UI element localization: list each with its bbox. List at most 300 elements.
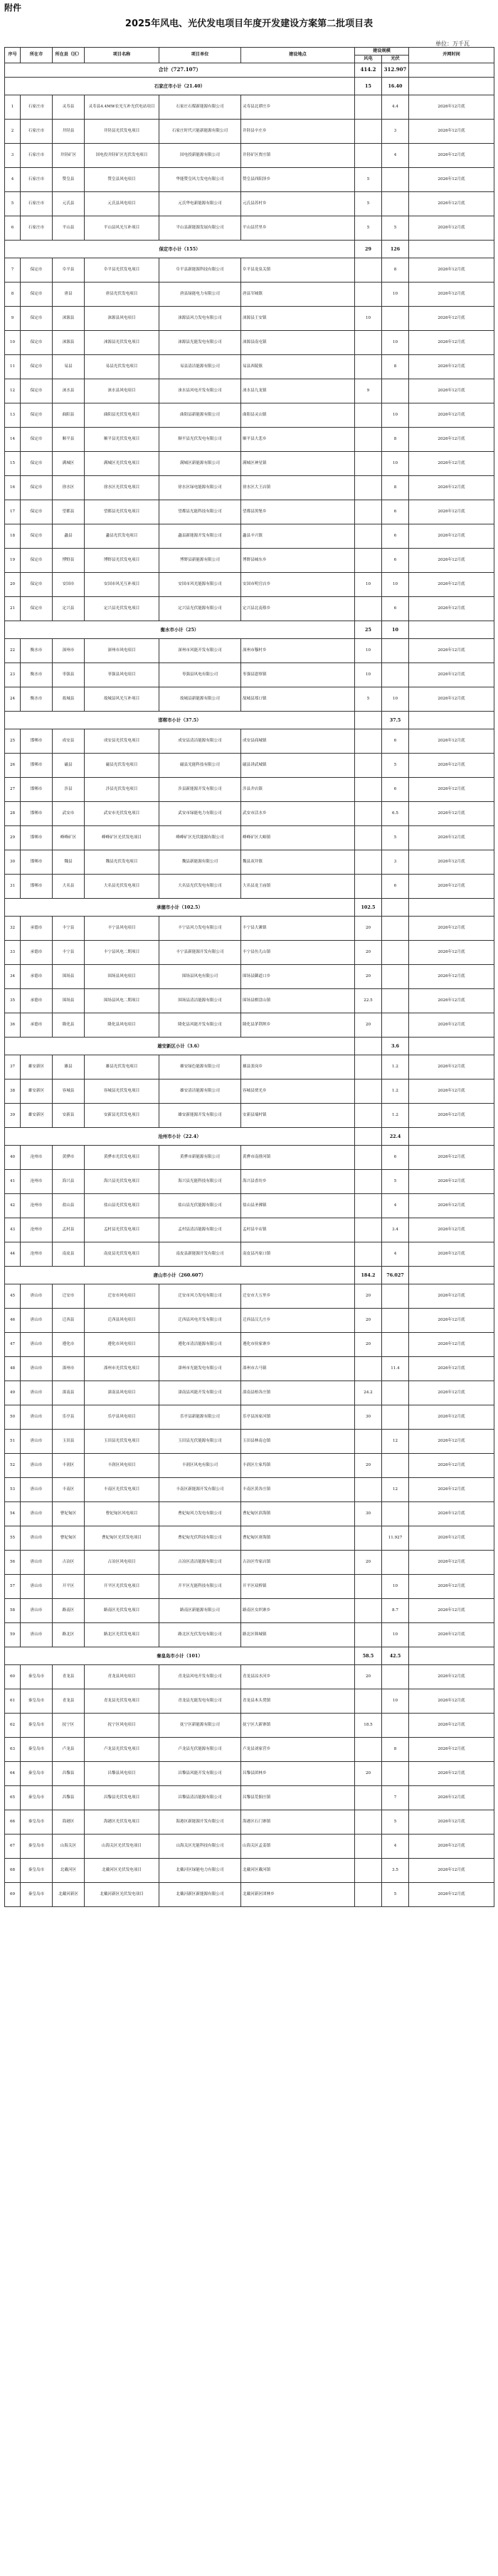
cell-wind bbox=[355, 1882, 382, 1906]
cell-wind bbox=[355, 143, 382, 167]
cell-solar: 10 bbox=[382, 1622, 409, 1647]
cell-time: 2026年12月底 bbox=[409, 1574, 494, 1598]
subtotal-row bbox=[5, 1266, 494, 1284]
cell-city: 石家庄市 bbox=[21, 95, 53, 119]
cell-county: 易县 bbox=[53, 354, 85, 379]
cell-county: 昌黎县 bbox=[53, 1761, 85, 1785]
cell-site: 迁安市大五里乡 bbox=[241, 1284, 355, 1308]
cell-no: 18 bbox=[5, 524, 21, 548]
cell-time: 2026年12月底 bbox=[409, 1810, 494, 1834]
cell-owner: 路南区新能源有限公司 bbox=[159, 1598, 241, 1622]
cell-owner: 易县清洁能源有限公司 bbox=[159, 354, 241, 379]
cell-site: 海港区石门寨镇 bbox=[241, 1810, 355, 1834]
cell-name: 滦南县风电项目 bbox=[85, 1381, 159, 1405]
cell-time: 2026年12月底 bbox=[409, 1689, 494, 1713]
table-row bbox=[5, 1477, 494, 1501]
cell-wind: 9 bbox=[355, 379, 382, 403]
subtotal-empty bbox=[409, 240, 494, 258]
cell-no: 67 bbox=[5, 1834, 21, 1858]
cell-name: 容城县光伏发电项目 bbox=[85, 1079, 159, 1103]
cell-wind bbox=[355, 427, 382, 451]
cell-site: 青龙县凉水河乡 bbox=[241, 1664, 355, 1689]
table-row bbox=[5, 1284, 494, 1308]
cell-wind: 5 bbox=[355, 687, 382, 711]
cell-site: 涞源县王安镇 bbox=[241, 306, 355, 330]
cell-county: 平山县 bbox=[53, 216, 85, 240]
table-row bbox=[5, 1858, 494, 1882]
subtotal-solar: 16.40 bbox=[382, 77, 409, 95]
subtotal-wind: 58.5 bbox=[355, 1647, 382, 1664]
cell-time: 2026年12月底 bbox=[409, 1145, 494, 1169]
cell-solar: 6 bbox=[382, 500, 409, 524]
cell-owner: 定兴县光伏能源有限公司 bbox=[159, 596, 241, 621]
cell-no: 9 bbox=[5, 306, 21, 330]
cell-site: 徐水区大王店镇 bbox=[241, 475, 355, 500]
cell-owner: 唐县绿能电力有限公司 bbox=[159, 282, 241, 306]
cell-no: 39 bbox=[5, 1103, 21, 1127]
cell-solar: 8 bbox=[382, 354, 409, 379]
cell-county: 唐县 bbox=[53, 282, 85, 306]
cell-city: 邯郸市 bbox=[21, 801, 53, 825]
cell-site: 涞水县九龙镇 bbox=[241, 379, 355, 403]
table-row bbox=[5, 964, 494, 988]
cell-owner: 石家庄时代兴能新能源有限公司 bbox=[159, 119, 241, 143]
cell-owner: 遵化市清洁能源有限公司 bbox=[159, 1332, 241, 1356]
cell-wind bbox=[355, 1429, 382, 1453]
cell-name: 抚宁区风电项目 bbox=[85, 1713, 159, 1737]
cell-wind bbox=[355, 850, 382, 874]
cell-wind bbox=[355, 500, 382, 524]
cell-time: 2026年12月底 bbox=[409, 1242, 494, 1266]
cell-city: 保定市 bbox=[21, 354, 53, 379]
cell-solar bbox=[382, 1550, 409, 1574]
table-row bbox=[5, 1356, 494, 1381]
cell-solar: 6 bbox=[382, 1145, 409, 1169]
cell-site: 海兴县香坊乡 bbox=[241, 1169, 355, 1193]
cell-time: 2026年12月底 bbox=[409, 306, 494, 330]
cell-site: 涞源县南屯镇 bbox=[241, 330, 355, 354]
cell-name: 涉县光伏发电项目 bbox=[85, 777, 159, 801]
table-row bbox=[5, 850, 494, 874]
cell-name: 隆化县风电项目 bbox=[85, 1013, 159, 1037]
cell-city: 唐山市 bbox=[21, 1526, 53, 1550]
cell-site: 元氏县苏村乡 bbox=[241, 191, 355, 216]
table-row bbox=[5, 475, 494, 500]
cell-solar: 10 bbox=[382, 687, 409, 711]
subtotal-row bbox=[5, 621, 494, 638]
cell-solar bbox=[382, 940, 409, 964]
cell-site: 深州市穆村乡 bbox=[241, 638, 355, 663]
cell-wind bbox=[355, 1574, 382, 1598]
cell-name: 深州市风电项目 bbox=[85, 638, 159, 663]
cell-wind: 24.2 bbox=[355, 1381, 382, 1405]
cell-city: 衡水市 bbox=[21, 663, 53, 687]
subtotal-empty bbox=[409, 1127, 494, 1145]
cell-name: 丰宁县风电二期项目 bbox=[85, 940, 159, 964]
cell-city: 保定市 bbox=[21, 379, 53, 403]
subtotal-wind: 184.2 bbox=[355, 1266, 382, 1284]
cell-time: 2026年12月底 bbox=[409, 1664, 494, 1689]
cell-owner: 迁西县风电开发有限公司 bbox=[159, 1308, 241, 1332]
subtotal-label: 保定市小计（155） bbox=[5, 240, 355, 258]
cell-wind: 20 bbox=[355, 964, 382, 988]
cell-site: 山海关区孟姜镇 bbox=[241, 1834, 355, 1858]
cell-solar bbox=[382, 379, 409, 403]
cell-county: 丰宁县 bbox=[53, 916, 85, 940]
cell-owner: 涉县新能源开发有限公司 bbox=[159, 777, 241, 801]
cell-time: 2026年12月底 bbox=[409, 850, 494, 874]
cell-no: 54 bbox=[5, 1501, 21, 1526]
cell-owner: 海港区新能源开发有限公司 bbox=[159, 1810, 241, 1834]
table-row bbox=[5, 988, 494, 1013]
subtotal-label: 衡水市小计（25） bbox=[5, 621, 355, 638]
cell-owner: 昌黎县清洁能源有限公司 bbox=[159, 1785, 241, 1810]
cell-time: 2026年12月底 bbox=[409, 451, 494, 475]
cell-wind: 10 bbox=[355, 663, 382, 687]
cell-site: 盐山县圣佛镇 bbox=[241, 1193, 355, 1218]
cell-city: 秦皇岛市 bbox=[21, 1737, 53, 1761]
cell-county: 盐山县 bbox=[53, 1193, 85, 1218]
cell-time: 2026年12月底 bbox=[409, 524, 494, 548]
cell-city: 唐山市 bbox=[21, 1429, 53, 1453]
cell-site: 满城区神星镇 bbox=[241, 451, 355, 475]
cell-owner: 围场县清洁能源有限公司 bbox=[159, 988, 241, 1013]
cell-time: 2026年12月底 bbox=[409, 729, 494, 753]
cell-solar: 6 bbox=[382, 777, 409, 801]
cell-no: 40 bbox=[5, 1145, 21, 1169]
cell-owner: 安国市风光能源有限公司 bbox=[159, 572, 241, 596]
cell-owner: 故城县新能源有限公司 bbox=[159, 687, 241, 711]
cell-no: 63 bbox=[5, 1737, 21, 1761]
subtotal-solar: 22.4 bbox=[382, 1127, 409, 1145]
cell-wind bbox=[355, 451, 382, 475]
table-row bbox=[5, 1242, 494, 1266]
cell-solar: 8 bbox=[382, 258, 409, 282]
cell-solar bbox=[382, 1761, 409, 1785]
cell-wind bbox=[355, 777, 382, 801]
cell-no: 19 bbox=[5, 548, 21, 572]
col-county: 所在县（区） bbox=[53, 48, 85, 63]
cell-name: 望都县光伏发电项目 bbox=[85, 500, 159, 524]
cell-name: 昌黎县风电项目 bbox=[85, 1761, 159, 1785]
cell-time: 2026年12月底 bbox=[409, 1055, 494, 1079]
cell-county: 玉田县 bbox=[53, 1429, 85, 1453]
cell-wind bbox=[355, 1103, 382, 1127]
cell-time: 2026年12月底 bbox=[409, 1761, 494, 1785]
cell-site: 定兴县北南蔡乡 bbox=[241, 596, 355, 621]
cell-time: 2026年12月底 bbox=[409, 988, 494, 1013]
cell-site: 平山县营里乡 bbox=[241, 216, 355, 240]
table-row bbox=[5, 596, 494, 621]
cell-no: 41 bbox=[5, 1169, 21, 1193]
cell-city: 保定市 bbox=[21, 451, 53, 475]
cell-owner: 卢龙县光伏能源有限公司 bbox=[159, 1737, 241, 1761]
cell-wind: 5 bbox=[355, 191, 382, 216]
cell-site: 灵寿县北谭庄乡 bbox=[241, 95, 355, 119]
cell-county: 昌黎县 bbox=[53, 1785, 85, 1810]
cell-solar: 1.2 bbox=[382, 1103, 409, 1127]
cell-city: 衡水市 bbox=[21, 687, 53, 711]
cell-city: 保定市 bbox=[21, 258, 53, 282]
cell-county: 井陉县 bbox=[53, 119, 85, 143]
cell-name: 卢龙县光伏发电项目 bbox=[85, 1737, 159, 1761]
cell-city: 承德市 bbox=[21, 916, 53, 940]
cell-no: 23 bbox=[5, 663, 21, 687]
col-owner: 项目单位 bbox=[159, 48, 241, 63]
subtotal-row bbox=[5, 240, 494, 258]
subtotal-solar: 10 bbox=[382, 621, 409, 638]
cell-site: 大名县龙王庙镇 bbox=[241, 874, 355, 898]
subtotal-wind: 25 bbox=[355, 621, 382, 638]
cell-no: 20 bbox=[5, 572, 21, 596]
cell-city: 唐山市 bbox=[21, 1622, 53, 1647]
cell-site: 峰峰矿区大峪镇 bbox=[241, 825, 355, 850]
cell-site: 抚宁区大新寨镇 bbox=[241, 1713, 355, 1737]
cell-time: 2026年12月底 bbox=[409, 753, 494, 777]
cell-owner: 昌黎县风能开发有限公司 bbox=[159, 1761, 241, 1785]
cell-time: 2026年12月底 bbox=[409, 1332, 494, 1356]
cell-name: 围场县风电二期项目 bbox=[85, 988, 159, 1013]
cell-solar: 6 bbox=[382, 729, 409, 753]
cell-name: 易县光伏发电项目 bbox=[85, 354, 159, 379]
grand-total-empty bbox=[409, 63, 494, 77]
cell-wind bbox=[355, 1055, 382, 1079]
table-row bbox=[5, 916, 494, 940]
table-row bbox=[5, 1429, 494, 1453]
table-row bbox=[5, 638, 494, 663]
cell-time: 2026年12月底 bbox=[409, 964, 494, 988]
cell-wind: 18.5 bbox=[355, 1713, 382, 1737]
cell-owner: 磁县光能科技有限公司 bbox=[159, 753, 241, 777]
cell-no: 61 bbox=[5, 1689, 21, 1713]
cell-time: 2026年12月底 bbox=[409, 403, 494, 427]
cell-wind bbox=[355, 1526, 382, 1550]
cell-time: 2026年12月底 bbox=[409, 596, 494, 621]
cell-no: 10 bbox=[5, 330, 21, 354]
cell-wind bbox=[355, 1622, 382, 1647]
cell-county: 深州市 bbox=[53, 638, 85, 663]
cell-site: 滦州市古马镇 bbox=[241, 1356, 355, 1381]
table-row bbox=[5, 777, 494, 801]
cell-wind: 20 bbox=[355, 1308, 382, 1332]
table-row bbox=[5, 1785, 494, 1810]
cell-no: 60 bbox=[5, 1664, 21, 1689]
cell-site: 北戴河区戴河镇 bbox=[241, 1858, 355, 1882]
cell-name: 北戴河区光伏发电项目 bbox=[85, 1858, 159, 1882]
cell-solar bbox=[382, 1713, 409, 1737]
cell-owner: 雄安新能源开发有限公司 bbox=[159, 1103, 241, 1127]
subtotal-row bbox=[5, 1647, 494, 1664]
subtotal-label: 承德市小计（102.5） bbox=[5, 898, 355, 916]
cell-solar: 5 bbox=[382, 1169, 409, 1193]
cell-solar bbox=[382, 191, 409, 216]
cell-solar bbox=[382, 663, 409, 687]
cell-site: 滦南县柏各庄镇 bbox=[241, 1381, 355, 1405]
cell-no: 47 bbox=[5, 1332, 21, 1356]
cell-no: 45 bbox=[5, 1284, 21, 1308]
cell-wind bbox=[355, 1079, 382, 1103]
cell-no: 58 bbox=[5, 1598, 21, 1622]
cell-no: 51 bbox=[5, 1429, 21, 1453]
cell-city: 邯郸市 bbox=[21, 729, 53, 753]
cell-city: 雄安新区 bbox=[21, 1055, 53, 1079]
cell-owner: 海兴县光能科技有限公司 bbox=[159, 1169, 241, 1193]
cell-name: 海兴县光伏发电项目 bbox=[85, 1169, 159, 1193]
cell-name: 南皮县光伏发电项目 bbox=[85, 1242, 159, 1266]
cell-site: 古冶区卑家店镇 bbox=[241, 1550, 355, 1574]
col-site: 建设地点 bbox=[241, 48, 355, 63]
cell-no: 11 bbox=[5, 354, 21, 379]
cell-city: 衡水市 bbox=[21, 638, 53, 663]
cell-county: 青龙县 bbox=[53, 1664, 85, 1689]
cell-city: 唐山市 bbox=[21, 1501, 53, 1526]
cell-owner: 古冶区清洁能源有限公司 bbox=[159, 1550, 241, 1574]
cell-name: 安国市风光互补项目 bbox=[85, 572, 159, 596]
table-row bbox=[5, 330, 494, 354]
cell-time: 2026年12月底 bbox=[409, 1501, 494, 1526]
cell-site: 曹妃甸区唐海镇 bbox=[241, 1526, 355, 1550]
cell-solar: 8.7 bbox=[382, 1598, 409, 1622]
cell-time: 2026年12月底 bbox=[409, 1526, 494, 1550]
cell-county: 卢龙县 bbox=[53, 1737, 85, 1761]
cell-city: 保定市 bbox=[21, 330, 53, 354]
cell-time: 2026年12月底 bbox=[409, 1193, 494, 1218]
cell-time: 2026年12月底 bbox=[409, 354, 494, 379]
cell-county: 曹妃甸区 bbox=[53, 1501, 85, 1526]
cell-owner: 涞源县光能发电有限公司 bbox=[159, 330, 241, 354]
subtotal-label: 石家庄市小计（21.40） bbox=[5, 77, 355, 95]
subtotal-wind: 102.5 bbox=[355, 898, 382, 916]
cell-time: 2026年12月底 bbox=[409, 687, 494, 711]
cell-solar: 4 bbox=[382, 1242, 409, 1266]
table-row bbox=[5, 258, 494, 282]
cell-time: 2026年12月底 bbox=[409, 500, 494, 524]
cell-city: 唐山市 bbox=[21, 1381, 53, 1405]
table-row bbox=[5, 548, 494, 572]
cell-wind bbox=[355, 1858, 382, 1882]
cell-name: 曹妃甸区风电项目 bbox=[85, 1501, 159, 1526]
table-row bbox=[5, 1332, 494, 1356]
col-city: 所在市 bbox=[21, 48, 53, 63]
cell-city: 秦皇岛市 bbox=[21, 1785, 53, 1810]
cell-time: 2026年12月底 bbox=[409, 638, 494, 663]
subtotal-label: 秦皇岛市小计（101） bbox=[5, 1647, 355, 1664]
cell-solar: 10 bbox=[382, 1689, 409, 1713]
cell-county: 徐水区 bbox=[53, 475, 85, 500]
cell-wind bbox=[355, 1834, 382, 1858]
cell-time: 2026年12月底 bbox=[409, 475, 494, 500]
cell-site: 阜平县龙泉关镇 bbox=[241, 258, 355, 282]
cell-solar: 1.2 bbox=[382, 1055, 409, 1079]
cell-solar bbox=[382, 916, 409, 940]
cell-solar: 11.4 bbox=[382, 1356, 409, 1381]
table-row bbox=[5, 1689, 494, 1713]
cell-city: 承德市 bbox=[21, 940, 53, 964]
cell-site: 井陉矿区贾庄镇 bbox=[241, 143, 355, 167]
cell-time: 2026年12月底 bbox=[409, 1882, 494, 1906]
cell-wind bbox=[355, 330, 382, 354]
cell-county: 路南区 bbox=[53, 1598, 85, 1622]
cell-owner: 涞水县风电开发有限公司 bbox=[159, 379, 241, 403]
cell-wind bbox=[355, 282, 382, 306]
subtotal-empty bbox=[409, 1647, 494, 1664]
cell-solar bbox=[382, 964, 409, 988]
cell-county: 路北区 bbox=[53, 1622, 85, 1647]
subtotal-solar: 76.027 bbox=[382, 1266, 409, 1284]
cell-county: 开平区 bbox=[53, 1574, 85, 1598]
cell-site: 顺平县大悲乡 bbox=[241, 427, 355, 451]
cell-wind bbox=[355, 548, 382, 572]
cell-wind bbox=[355, 1193, 382, 1218]
subtotal-solar: 42.5 bbox=[382, 1647, 409, 1664]
cell-no: 55 bbox=[5, 1526, 21, 1550]
cell-wind bbox=[355, 1737, 382, 1761]
cell-solar: 8 bbox=[382, 475, 409, 500]
cell-name: 平山县风光互补项目 bbox=[85, 216, 159, 240]
cell-solar: 10 bbox=[382, 1574, 409, 1598]
cell-solar bbox=[382, 988, 409, 1013]
cell-owner: 曹妃甸光伏科技有限公司 bbox=[159, 1526, 241, 1550]
cell-time: 2026年12月底 bbox=[409, 1218, 494, 1242]
cell-name: 顺平县光伏发电项目 bbox=[85, 427, 159, 451]
cell-county: 雄县 bbox=[53, 1055, 85, 1079]
cell-time: 2026年12月底 bbox=[409, 330, 494, 354]
table-row bbox=[5, 191, 494, 216]
cell-solar: 10 bbox=[382, 403, 409, 427]
cell-time: 2026年12月底 bbox=[409, 1308, 494, 1332]
table-row bbox=[5, 500, 494, 524]
subtotal-wind bbox=[355, 1127, 382, 1145]
table-row bbox=[5, 940, 494, 964]
subtotal-solar: 126 bbox=[382, 240, 409, 258]
table-row bbox=[5, 379, 494, 403]
cell-city: 保定市 bbox=[21, 475, 53, 500]
cell-county: 阜平县 bbox=[53, 258, 85, 282]
cell-wind bbox=[355, 258, 382, 282]
cell-name: 国电投井陉矿区光伏发电项目 bbox=[85, 143, 159, 167]
cell-county: 南皮县 bbox=[53, 1242, 85, 1266]
cell-time: 2026年12月底 bbox=[409, 916, 494, 940]
cell-county: 枣强县 bbox=[53, 663, 85, 687]
cell-time: 2026年12月底 bbox=[409, 825, 494, 850]
subtotal-row bbox=[5, 1127, 494, 1145]
subtotal-empty bbox=[409, 898, 494, 916]
cell-city: 邯郸市 bbox=[21, 874, 53, 898]
cell-city: 承德市 bbox=[21, 988, 53, 1013]
cell-county: 涞水县 bbox=[53, 379, 85, 403]
cell-site: 昌黎县荒佃庄镇 bbox=[241, 1785, 355, 1810]
cell-time: 2026年12月底 bbox=[409, 167, 494, 191]
cell-no: 14 bbox=[5, 427, 21, 451]
project-table bbox=[4, 47, 494, 1907]
cell-solar bbox=[382, 167, 409, 191]
cell-time: 2026年12月底 bbox=[409, 258, 494, 282]
cell-no: 44 bbox=[5, 1242, 21, 1266]
cell-wind bbox=[355, 825, 382, 850]
cell-solar: 4 bbox=[382, 1193, 409, 1218]
cell-no: 48 bbox=[5, 1356, 21, 1381]
cell-time: 2026年12月底 bbox=[409, 1429, 494, 1453]
cell-city: 沧州市 bbox=[21, 1242, 53, 1266]
subtotal-label: 沧州市小计（22.4） bbox=[5, 1127, 355, 1145]
cell-owner: 武安市绿能电力有限公司 bbox=[159, 801, 241, 825]
cell-county: 元氏县 bbox=[53, 191, 85, 216]
table-row bbox=[5, 825, 494, 850]
cell-city: 唐山市 bbox=[21, 1574, 53, 1598]
cell-county: 滦南县 bbox=[53, 1381, 85, 1405]
cell-city: 保定市 bbox=[21, 500, 53, 524]
cell-time: 2026年12月底 bbox=[409, 191, 494, 216]
